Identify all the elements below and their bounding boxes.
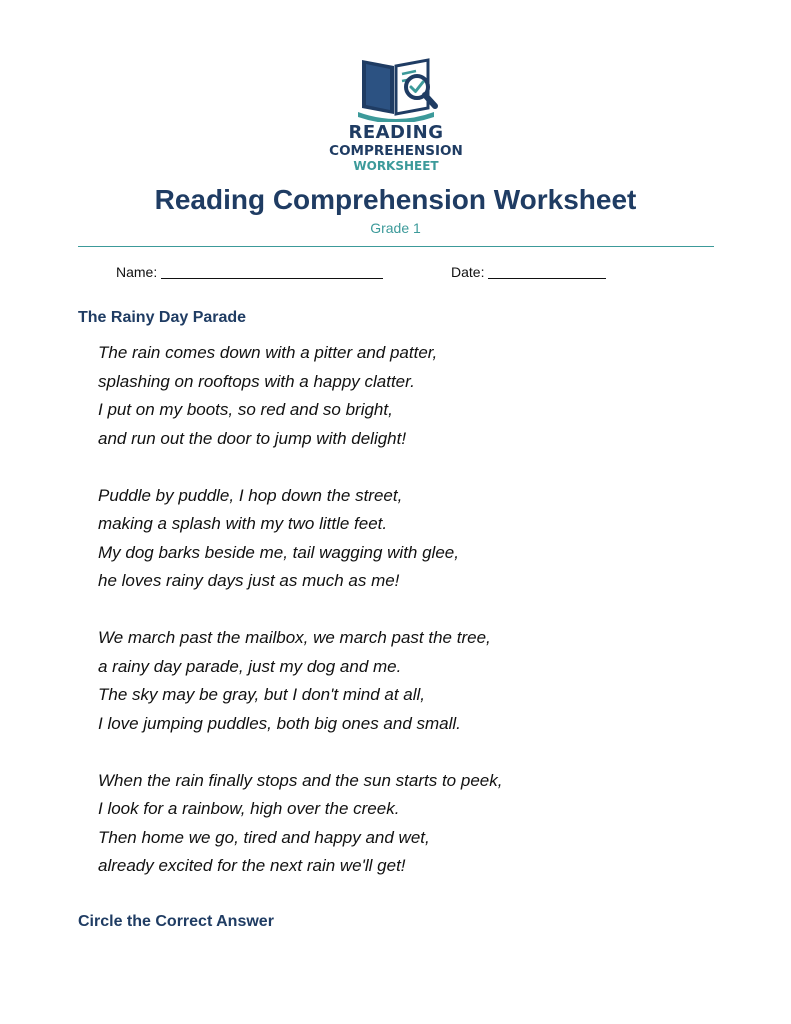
poem-line: I look for a rainbow, high over the creek. <box>98 799 400 818</box>
poem-stanza-3 <box>98 624 718 738</box>
poem-line: he loves rainy days just as much as me! <box>98 571 400 590</box>
questions-heading: Circle the Correct Answer <box>78 913 274 930</box>
poem-line: I love jumping puddles, both big ones and small. <box>98 713 461 733</box>
poem-line: I put on my boots, so red and so bright, <box>98 400 393 419</box>
poem-line: We march past the mailbox, we march past the tree, <box>98 628 491 647</box>
poem-line: Puddle by puddle, I hop down the street, <box>98 485 403 505</box>
poem-line: already excited for the next rain we'll get! <box>98 856 406 875</box>
poem-line: and run out the door to jump with delight! <box>98 428 407 448</box>
page-title: Reading Comprehension Worksheet <box>154 184 637 215</box>
poem-line: a rainy day parade, just my dog and me. <box>98 656 402 676</box>
poem-line: The sky may be gray, but I don't mind at all, <box>98 685 426 704</box>
poem-line: Then home we go, tired and happy and wet, <box>98 827 430 847</box>
date-label: Date: <box>451 264 485 280</box>
poem-line: The rain comes down with a pitter and patter, <box>98 343 438 362</box>
logo-text-worksheet: WORKSHEET <box>353 159 439 173</box>
book-magnifier-icon <box>316 56 476 122</box>
date-field[interactable] <box>451 264 606 280</box>
logo-text-comprehension: COMPREHENSION <box>329 143 463 159</box>
logo-text-reading: READING <box>348 122 444 143</box>
poem-line: When the rain finally stops and the sun starts to peek, <box>98 770 503 790</box>
worksheet-logo <box>316 56 476 176</box>
grade-label: Grade 1 <box>370 220 421 236</box>
poem-title: The Rainy Day Parade <box>78 309 247 326</box>
header-divider <box>78 246 714 247</box>
poem-line: making a splash with my two little feet. <box>98 514 388 533</box>
date-blank-line[interactable] <box>488 264 606 279</box>
name-label: Name: <box>116 264 158 280</box>
poem-line: splashing on rooftops with a happy clatter. <box>98 371 415 391</box>
name-field[interactable] <box>116 264 383 280</box>
poem-body <box>98 339 718 909</box>
poem-stanza-2 <box>98 482 718 596</box>
poem-line: My dog barks beside me, tail wagging with glee, <box>98 542 459 562</box>
poem-stanza-4 <box>98 767 718 881</box>
poem-stanza-1 <box>98 339 718 453</box>
name-blank-line[interactable] <box>161 264 383 279</box>
